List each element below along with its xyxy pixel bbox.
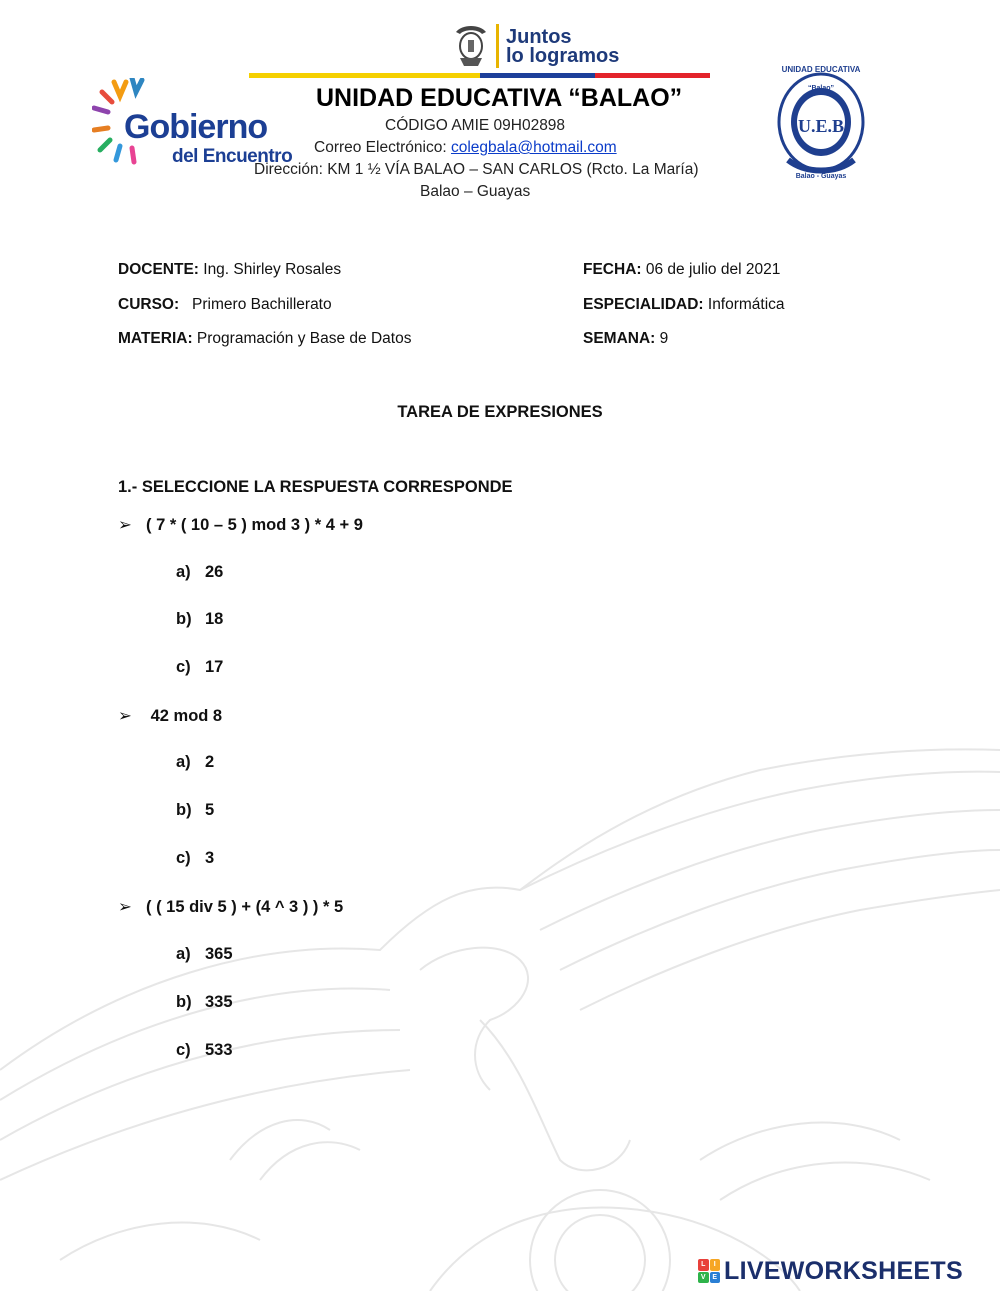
answer-option[interactable] xyxy=(176,610,223,629)
seal-monogram: U.E.B xyxy=(797,116,845,136)
semana-field xyxy=(583,330,668,348)
ueb-school-seal-icon xyxy=(776,60,866,182)
slogan xyxy=(506,28,619,66)
gobierno-subtitle: del Encuentro xyxy=(172,146,293,167)
option-letter: b) xyxy=(176,993,192,1011)
materia-label: MATERIA: xyxy=(118,330,193,347)
slogan-line-2: lo logramos xyxy=(506,45,620,67)
option-value: 533 xyxy=(205,1041,233,1059)
option-letter: c) xyxy=(176,658,191,676)
email-line xyxy=(314,139,617,157)
option-value: 335 xyxy=(205,993,233,1011)
question-1 xyxy=(118,515,363,535)
city-line: Balao – Guayas xyxy=(420,183,531,200)
answer-option[interactable] xyxy=(176,753,214,772)
answer-option[interactable] xyxy=(176,993,233,1012)
answer-option[interactable] xyxy=(176,658,223,677)
curso-label: CURSO: xyxy=(118,296,180,313)
option-letter: b) xyxy=(176,801,192,819)
badge-letter: I xyxy=(710,1259,721,1271)
option-letter: c) xyxy=(176,1041,191,1059)
question-3 xyxy=(118,897,343,917)
slogan-line-1: Juntos xyxy=(506,26,572,48)
question-expression: 42 mod 8 xyxy=(146,707,223,725)
docente-value: Ing. Shirley Rosales xyxy=(198,261,342,278)
semana-label: SEMANA: xyxy=(583,330,656,347)
especialidad-value: Informática xyxy=(703,296,785,313)
option-value: 26 xyxy=(205,563,224,581)
arrow-bullet-icon: ➢ xyxy=(118,516,132,534)
section-title: 1.- SELECCIONE LA RESPUESTA CORRESPONDE xyxy=(118,478,513,496)
seal-ring-text: UNIDAD EDUCATIVA xyxy=(781,65,861,74)
answer-option[interactable] xyxy=(176,1041,233,1060)
email-link[interactable]: colegbala@hotmail.com xyxy=(450,139,617,156)
question-2 xyxy=(118,706,222,726)
badge-letter: E xyxy=(710,1272,721,1284)
arrow-bullet-icon: ➢ xyxy=(118,707,132,725)
email-label: Correo Electrónico: xyxy=(314,139,451,156)
arrow-bullet-icon: ➢ xyxy=(118,898,132,916)
slogan-divider xyxy=(496,24,499,68)
option-value: 2 xyxy=(205,753,215,771)
task-title: TAREA DE EXPRESIONES xyxy=(397,403,603,421)
semana-value: 9 xyxy=(655,330,669,347)
badge-letter: L xyxy=(698,1259,709,1271)
question-expression: ( ( 15 div 5 ) + (4 ^ 3 ) ) * 5 xyxy=(146,898,344,916)
especialidad-label: ESPECIALIDAD: xyxy=(583,296,704,313)
answer-option[interactable] xyxy=(176,849,214,868)
option-letter: a) xyxy=(176,563,191,581)
option-value: 5 xyxy=(205,801,215,819)
docente-label: DOCENTE: xyxy=(118,261,199,278)
materia-field xyxy=(118,330,411,348)
liveworksheets-logo[interactable] xyxy=(698,1258,963,1284)
liveworksheets-wordmark: LIVEWORKSHEETS xyxy=(724,1256,963,1285)
gobierno-wordmark: Gobierno xyxy=(124,108,268,146)
option-value: 18 xyxy=(205,610,224,628)
docente-field xyxy=(118,261,341,279)
materia-value: Programación y Base de Datos xyxy=(192,330,412,347)
option-letter: b) xyxy=(176,610,192,628)
liveworksheets-badge-icon xyxy=(698,1259,720,1283)
eagle-watermark-icon xyxy=(0,740,1000,1291)
answer-option[interactable] xyxy=(176,563,223,582)
option-value: 17 xyxy=(205,658,224,676)
question-expression: ( 7 * ( 10 – 5 ) mod 3 ) * 4 + 9 xyxy=(146,516,363,534)
school-name: UNIDAD EDUCATIVA “BALAO” xyxy=(316,84,683,112)
fecha-field xyxy=(583,261,780,279)
answer-option[interactable] xyxy=(176,801,214,820)
option-letter: a) xyxy=(176,753,191,771)
badge-letter: V xyxy=(698,1272,709,1284)
flag-color-bar xyxy=(249,73,710,78)
ecuador-coat-of-arms-icon xyxy=(452,22,490,68)
answer-option[interactable] xyxy=(176,945,233,964)
seal-inner-text: “Balao” xyxy=(807,85,835,92)
curso-field xyxy=(118,296,332,314)
fecha-label: FECHA: xyxy=(583,261,642,278)
curso-value: Primero Bachillerato xyxy=(179,296,332,313)
fecha-value: 06 de julio del 2021 xyxy=(641,261,781,278)
address-line: Dirección: KM 1 ½ VÍA BALAO – SAN CARLOS (Rcto. La María) xyxy=(254,161,699,178)
option-value: 3 xyxy=(205,849,215,867)
seal-bottom-text: Balao - Guayas xyxy=(795,173,847,180)
especialidad-field xyxy=(583,296,785,314)
option-value: 365 xyxy=(205,945,233,963)
option-letter: a) xyxy=(176,945,191,963)
amie-code: CÓDIGO AMIE 09H02898 xyxy=(385,117,566,134)
option-letter: c) xyxy=(176,849,191,867)
